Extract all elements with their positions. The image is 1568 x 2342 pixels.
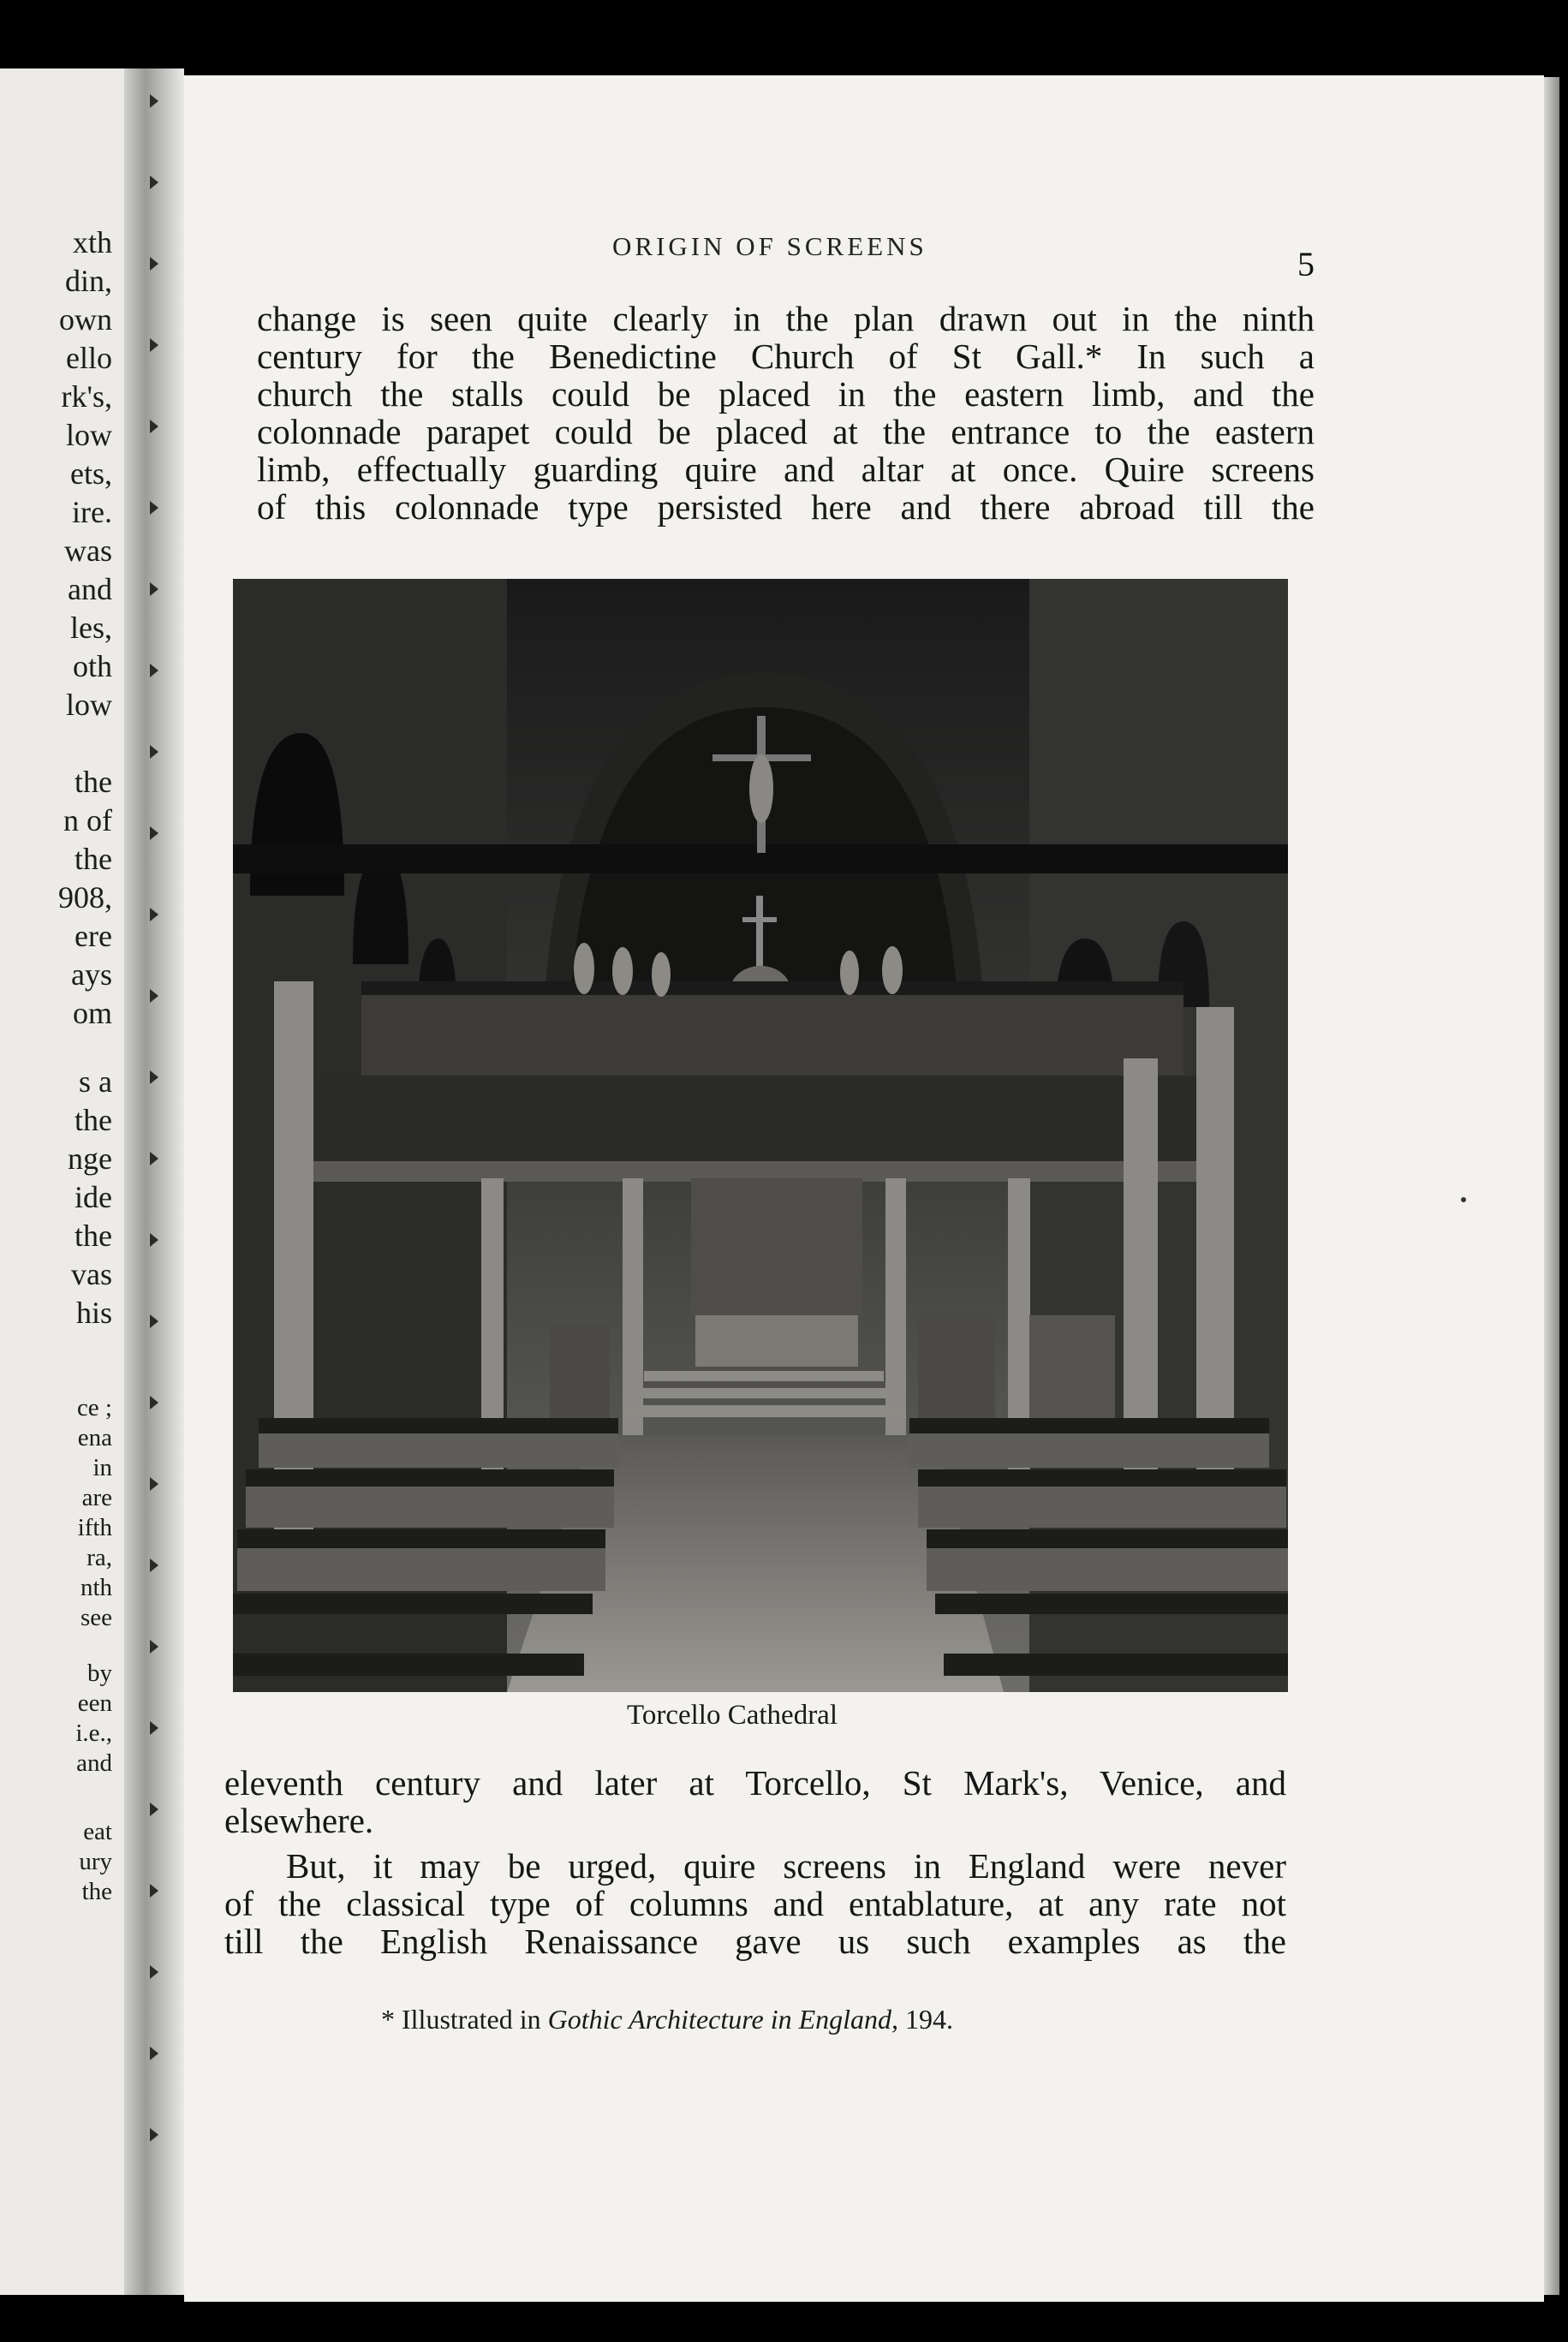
page-edge [1544, 77, 1559, 2295]
gutter-mark [150, 826, 158, 840]
left-page-text-fragment: xth [72, 225, 112, 259]
gutter-mark [150, 257, 158, 271]
gutter-mark [150, 1314, 158, 1328]
left-page-text-fragment: din, [64, 264, 112, 298]
text-line: eleventh century and later at Torcello, St Mark's, Venice, and [224, 1763, 1286, 1803]
left-page-text-fragment: een [77, 1689, 112, 1717]
running-head: ORIGIN OF SCREENS [612, 231, 927, 261]
left-page-text-fragment: ide [75, 1180, 112, 1214]
gutter-mark [150, 94, 158, 108]
left-page-text-fragment: and [76, 1749, 112, 1777]
gutter-mark [150, 1803, 158, 1816]
left-page-text-fragment: ays [71, 957, 112, 992]
footnote [381, 2004, 953, 2035]
left-page-text-fragment: ets, [70, 456, 112, 491]
gutter-mark [150, 1884, 158, 1898]
left-page-text-fragment: ifth [77, 1514, 112, 1541]
left-page-text-fragment: ire. [72, 495, 112, 529]
text-line: But, it may be urged, quire screens in England were never [286, 1846, 1286, 1886]
text-line: limb, effectually guarding quire and altar at once. Quire screens [257, 450, 1315, 489]
gutter-mark [150, 420, 158, 433]
left-page-text-fragment: nge [68, 1141, 112, 1176]
left-page-text-fragment: ena [77, 1424, 112, 1451]
gutter-mark [150, 2128, 158, 2142]
left-page-text-fragment: les, [70, 611, 112, 645]
speck [1461, 1197, 1466, 1202]
gutter-mark [150, 1477, 158, 1491]
left-page-text-fragment: ere [75, 919, 112, 953]
left-page-text-fragment: ury [79, 1848, 112, 1875]
left-page-text-fragment: see [80, 1604, 112, 1631]
gutter-mark [150, 501, 158, 515]
left-page-text-fragment: vas [71, 1257, 112, 1291]
left-page-fragment [0, 69, 124, 2295]
left-page-text-fragment: are [81, 1484, 112, 1511]
text-line: of this colonnade type persisted here and there abroad till the [257, 487, 1315, 527]
gutter-mark [150, 1152, 158, 1165]
gutter-mark [150, 989, 158, 1003]
left-page-text-fragment: i.e., [75, 1719, 112, 1747]
gutter-mark [150, 745, 158, 759]
footnote-lead: Illustrated in [402, 2004, 541, 2035]
text-line: till the English Renaissance gave us such examples as the [224, 1922, 1286, 1961]
gutter-mark [150, 1721, 158, 1735]
left-page-text-fragment: the [81, 1878, 112, 1905]
figure-caption: Torcello Cathedral [627, 1700, 838, 1731]
left-page-text-fragment: was [64, 533, 112, 568]
gutter-mark [150, 338, 158, 352]
left-page-text-fragment: rk's, [61, 379, 112, 414]
left-page-text-fragment: own [59, 302, 112, 337]
left-page-text-fragment: the [75, 842, 112, 876]
footnote-marker: * [381, 2004, 395, 2035]
text-line: church the stalls could be placed in the eastern limb, and the [257, 374, 1315, 414]
gutter-mark [150, 176, 158, 189]
book-gutter [124, 69, 184, 2295]
left-page-text-fragment: ra, [86, 1544, 112, 1571]
paragraph-1 [257, 300, 1315, 526]
left-page-text-fragment: low [66, 418, 112, 452]
left-page-text-fragment: in [92, 1454, 112, 1481]
gutter-mark [150, 582, 158, 596]
left-page-text-fragment: the [75, 1219, 112, 1253]
left-page-text-fragment: n of [63, 803, 112, 837]
gutter-mark [150, 1396, 158, 1409]
gutter-mark [150, 1640, 158, 1654]
paragraph-3 [224, 1847, 1286, 1960]
left-page-text-fragment: ello [66, 341, 112, 375]
gutter-mark [150, 2047, 158, 2060]
left-page-text-fragment: the [75, 765, 112, 799]
text-line: change is seen quite clearly in the plan drawn out in the ninth [257, 299, 1315, 338]
text-line: century for the Benedictine Church of St Gall.* In such a [257, 337, 1315, 376]
left-page-text-fragment: by [87, 1660, 112, 1687]
gutter-mark [150, 1965, 158, 1979]
text-line: elsewhere. [224, 1801, 374, 1840]
footnote-title: Gothic Architecture in England, [547, 2004, 899, 2035]
left-page-text-fragment: 908, [58, 880, 112, 915]
paragraph-2 [224, 1764, 1286, 1839]
footnote-page: 194. [905, 2004, 954, 2035]
left-page-text-fragment: the [75, 1103, 112, 1137]
gutter-mark [150, 908, 158, 921]
page-number: 5 [1297, 245, 1315, 283]
gutter-mark [150, 1558, 158, 1572]
gutter-mark [150, 1233, 158, 1247]
cathedral-photograph [233, 579, 1288, 1692]
left-page-text-fragment: ce ; [76, 1394, 112, 1421]
left-page-text-fragment: s a [79, 1064, 112, 1099]
left-page-text-fragment: and [68, 572, 112, 606]
left-page-text-fragment: om [72, 996, 112, 1030]
left-page-text-fragment: low [66, 688, 112, 722]
text-line: of the classical type of columns and entablature, at any rate not [224, 1884, 1286, 1923]
gutter-mark [150, 664, 158, 677]
gutter-mark [150, 1070, 158, 1084]
left-page-text-fragment: oth [72, 649, 112, 683]
left-page-text-fragment: nth [80, 1574, 112, 1601]
left-page-text-fragment: his [75, 1296, 112, 1330]
left-page-text-fragment: eat [83, 1818, 112, 1845]
text-line: colonnade parapet could be placed at the entrance to the eastern [257, 412, 1315, 451]
